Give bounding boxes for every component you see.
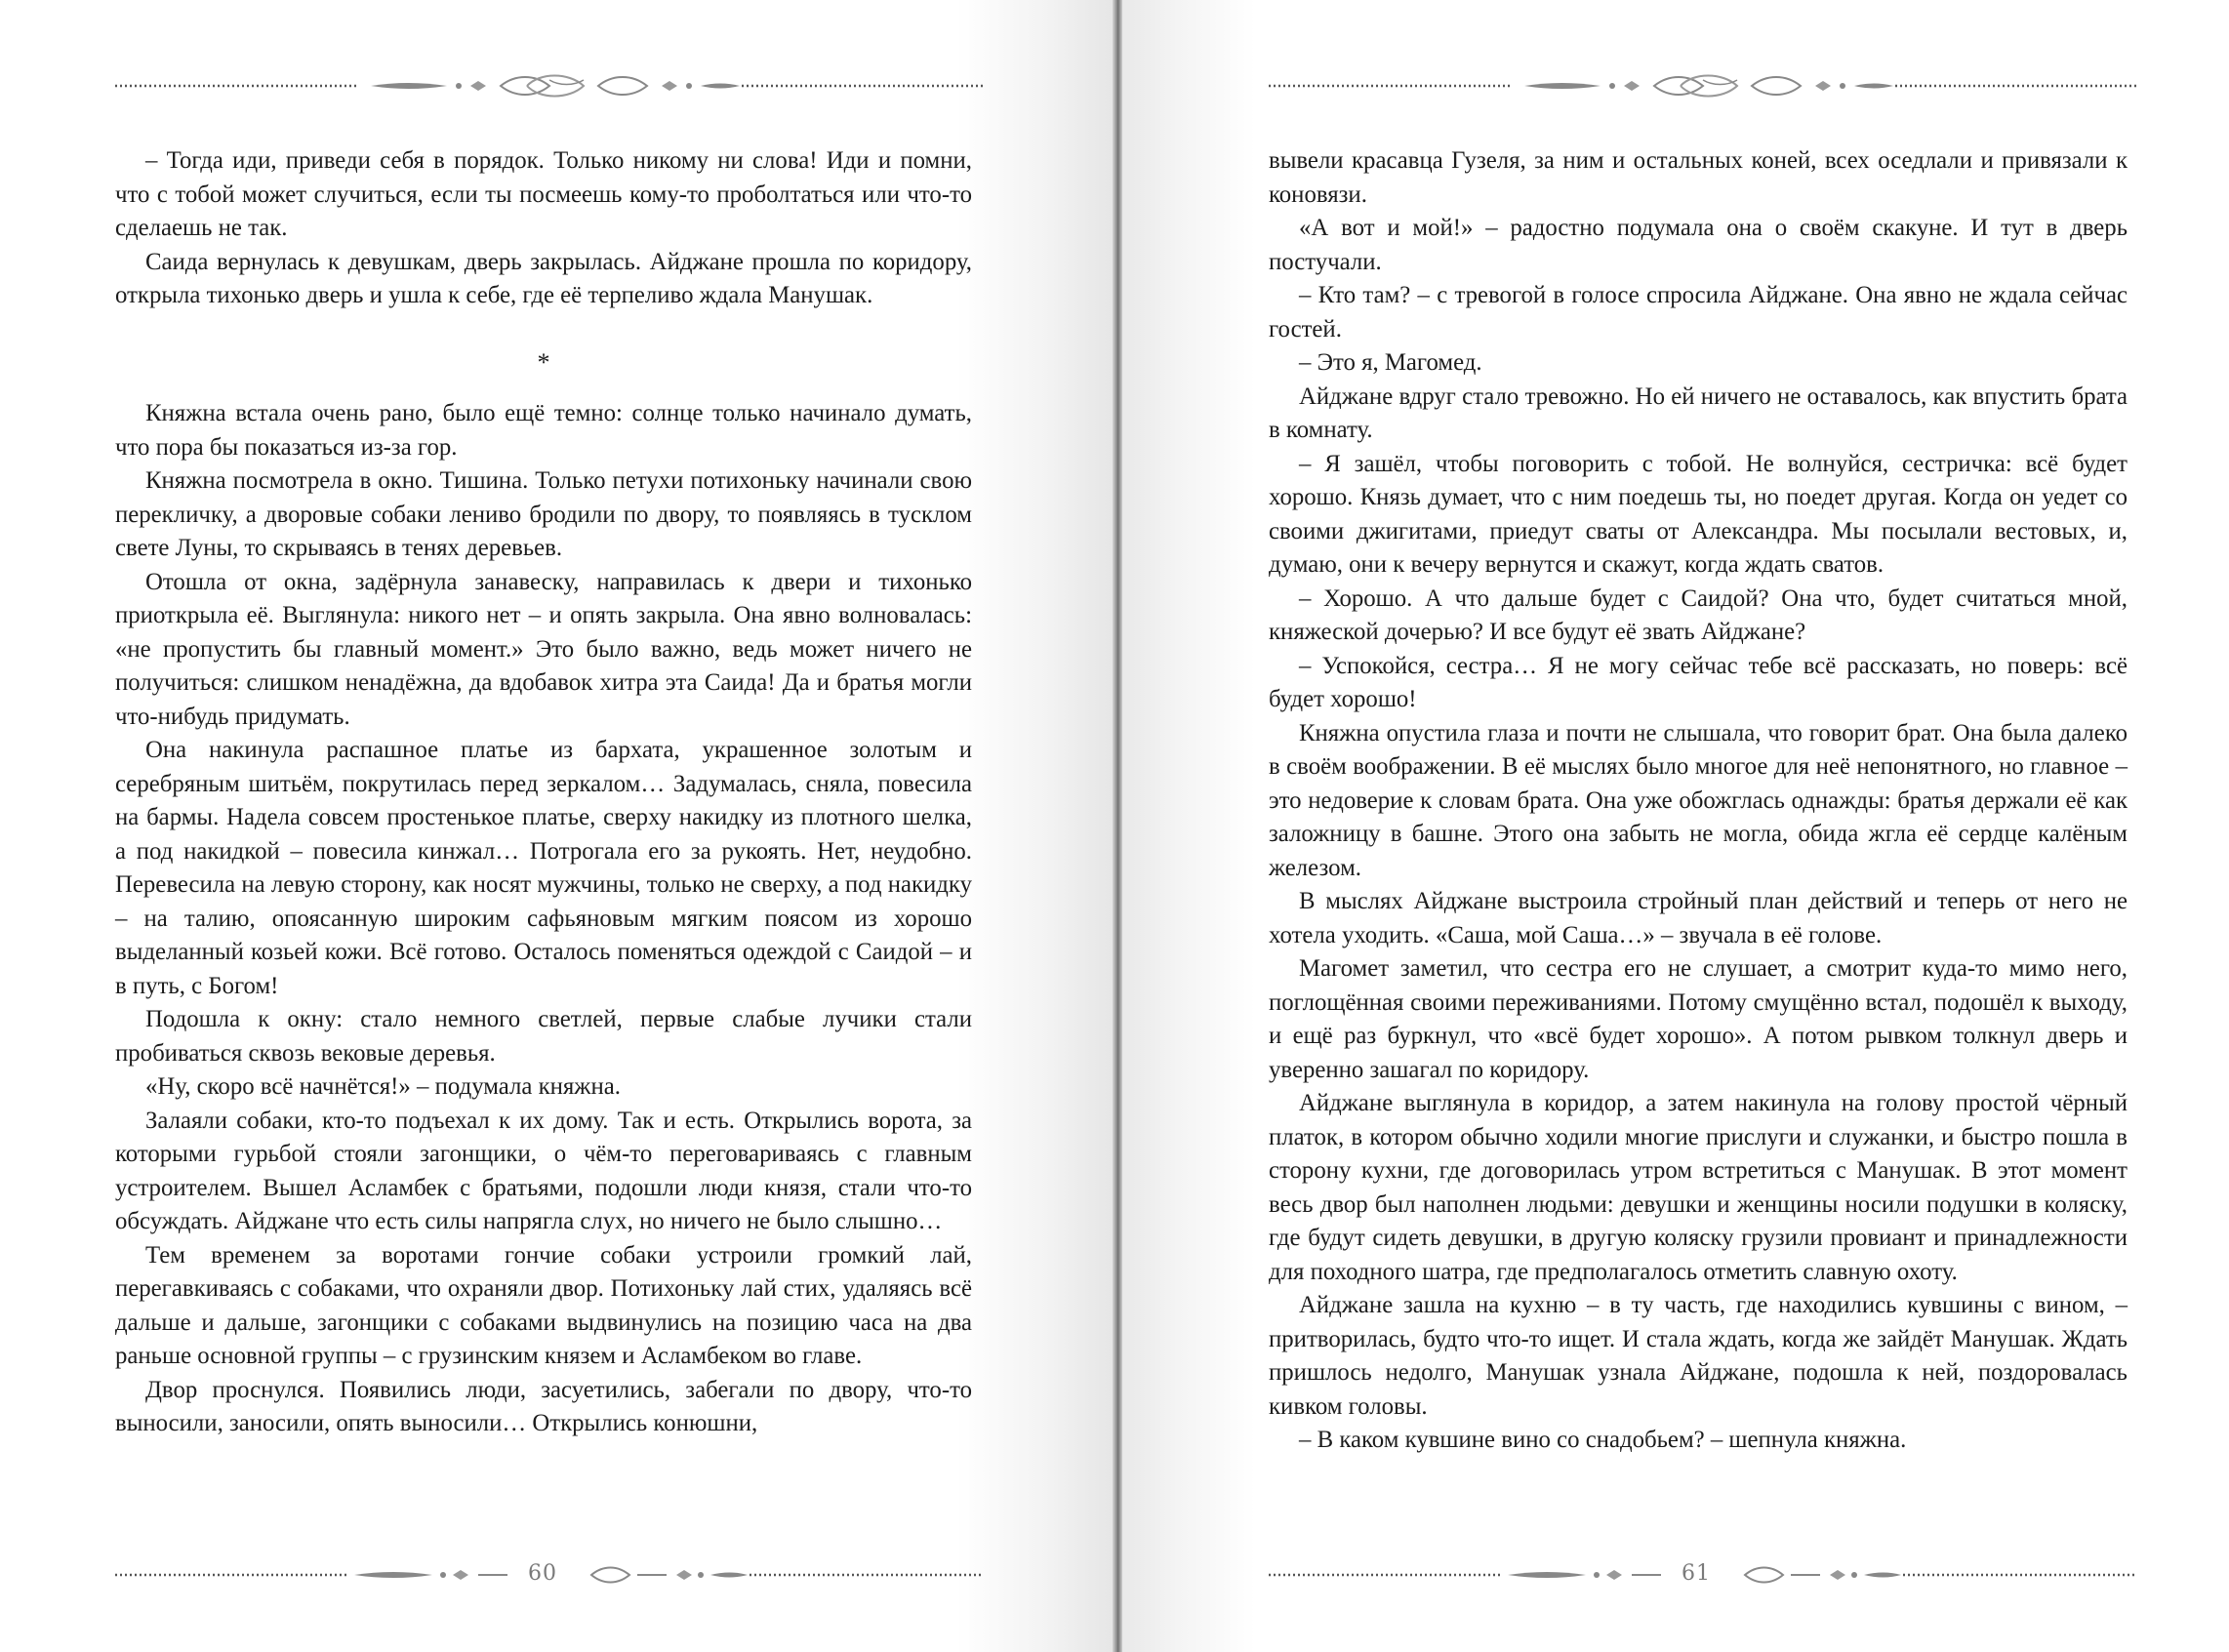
header-ornament-icon: [1269, 74, 2137, 98]
page-number: 61: [1676, 1561, 1717, 1586]
paragraph: Залаяли собаки, кто-то подъехал к их дому. Так и есть. Открылись ворота, за которыми гурьбой стояли загонщики, о чём-то переговариваясь с главным устроителем. Вышел Асламбек с братьями, подошли люди князя, стали что-то обсуждать. Айджане что есть силы напрягла слух, но ничего не было слышно…: [115, 1107, 972, 1234]
left-page: [0, 0, 1113, 1652]
left-page-text: [115, 144, 972, 1441]
right-page-text: [1269, 144, 2128, 1458]
paragraph: – Хорошо. А что дальше будет с Саидой? Она что, будет считаться мной, княжеской дочерью? И все будут её звать Айджане?: [1269, 584, 2128, 645]
paragraph: вывели красавца Гузеля, за ним и остальных коней, всех оседлали и привязали к коновязи.: [1269, 147, 2128, 208]
paragraph: Магомет заметил, что сестра его не слушает, а смотрит куда-то мимо него, поглощённая своими переживаниями. Потому смущённо встал, подошёл к выходу, и ещё раз буркнул, что «всё будет хорошо». А потом рывком толкнул дверь и уверенно зашагал по коридору.: [1269, 955, 2128, 1083]
paragraph: – Я зашёл, чтобы поговорить с тобой. Не волнуйся, сестричка: всё будет хорошо. Князь думает, что с ним поедешь ты, но поедет другая. Когда он уедет со своими джигитами, приедут сваты от Александра. Мы посылали вестовых, и, думаю, они к вечеру вернутся и скажут, когда ждать сватов.: [1269, 450, 2128, 578]
paragraph: Айджане выглянула в коридор, а затем накинула на голову простой чёрный платок, в котором обычно ходили многие прислуги и служанки, и быстро пошла в сторону кухни, где договорилась утром встретиться с Манушак. В этот момент весь двор был наполнен людьми: девушки и женщины носили подушки в коляску, где будут сидеть девушки, в другую коляску грузили провиант и принадлежности для походного шатра, где предполагалось отметить славную охоту.: [1269, 1090, 2128, 1285]
book-gutter: [1113, 0, 1122, 1652]
paragraph: – Успокойся, сестра… Я не могу сейчас тебе всё рассказать, но поверь: всё будет хорошо!: [1269, 652, 2128, 712]
paragraph: Айджане вдруг стало тревожно. Но ей ничего не оставалось, как впустить брата в комнату.: [1269, 383, 2128, 443]
paragraph: Подошла к окну: стало немного светлей, первые слабые лучики стали пробиваться сквозь вековые деревья.: [115, 1006, 972, 1067]
paragraph: – Это я, Магомед.: [1299, 349, 1482, 376]
right-page: [1122, 0, 2229, 1652]
paragraph: Она накинула распашное платье из бархата, украшенное золотым и серебряным шитьём, покрутилась перед зеркалом… Задумалась, сняла, повесила на бармы. Надела совсем простенькое платье, сверху накидку из плотного шелка, а под накидкой – повесила кинжал… Потрогала его за рукоять. Нет, неудобно. Перевесила на левую сторону, как носят мужчины, только не сверху, а под накидку – на талию, опоясанную широким сафьяновым мягким поясом из хорошо выделанный козьей кожи. Всё готово. Осталось поменяться одеждой с Саидой – и в путь, с Богом!: [115, 737, 972, 999]
paragraph: Княжна посмотрела в окно. Тишина. Только петухи потихоньку начинали свою перекличку, а дворовые собаки лениво бродили по двору, то появляясь в тусклом свете Луны, то скрываясь в тенях деревьев.: [115, 467, 972, 561]
paragraph: – Кто там? – с тревогой в голосе спросила Айджане. Она явно не ждала сейчас гостей.: [1269, 282, 2128, 342]
paragraph: В мыслях Айджане выстроила стройный план действий и теперь от него не хотела уходить. «Саша, мой Саша…» – звучала в её голове.: [1269, 888, 2128, 948]
paragraph: Княжна встала очень рано, было ещё темно: солнце только начинало думать, что пора бы показаться из-за гор.: [115, 400, 972, 461]
paragraph: «Ну, скоро всё начнётся!» – подумала княжна.: [145, 1073, 621, 1100]
paragraph: – В каком кувшине вино со снадобьем? – шепнула княжна.: [1299, 1427, 1907, 1453]
paragraph: Тем временем за воротами гончие собаки устроили громкий лай, перегавкиваясь с собаками, что охраняли двор. Потихоньку лай стих, удаляясь всё дальше и дальше, загонщики с собаками выдвинулись на позицию часа на два раньше основной группы – с грузинским князем и Асламбеком во главе.: [115, 1241, 972, 1369]
paragraph: Двор проснулся. Появились люди, засуетились, забегали по двору, что-то выносили, заносили, опять выносили… Открылись конюшни,: [115, 1376, 972, 1436]
paragraph: Отошла от окна, задёрнула занавеску, направилась к двери и тихонько приоткрыла её. Выглянула: никого нет – и опять закрыла. Она явно волновалась: «не пропустить бы главный момент.» Это было важно, ведь может ничего не получиться: слишком ненадёжна, да вдобавок хитра эта Саида! Да и братья могли что-нибудь придумать.: [115, 568, 972, 730]
header-ornament-icon: [115, 74, 984, 98]
paragraph: Айджане зашла на кухню – в ту часть, где находились кувшины с вином, – притворилась, будто что-то ищет. И стала ждать, когда же зайдёт Манушак. Ждать пришлось недолго, Манушак узнала Айджане, подошла к ней, поздоровалась кивком головы.: [1269, 1292, 2128, 1420]
page-number: 60: [522, 1561, 563, 1586]
paragraph: – Тогда иди, приведи себя в порядок. Только никому ни слова! Иди и помни, что с тобой может случиться, если ты посмеешь кому-то проболтаться или что-то сделаешь не так.: [115, 147, 972, 241]
paragraph: «А вот и мой!» – радостно подумала она о своём скакуне. И тут в дверь постучали.: [1269, 215, 2128, 275]
paragraph: Саида вернулась к девушкам, дверь закрылась. Айджане прошла по коридору, открыла тихонько дверь и ушла к себе, где её терпеливо ждала Манушак.: [115, 248, 972, 308]
section-break: *: [537, 347, 550, 377]
paragraph: Княжна опустила глаза и почти не слышала, что говорит брат. Она была далеко в своём воображении. В её мыслях было многое для неё непонятного, но главное – это недоверие к словам брата. Она уже обожглась однажды: братья держали её как заложницу в башне. Этого она забыть не могла, обида жгла её сердце калёным железом.: [1269, 719, 2128, 881]
